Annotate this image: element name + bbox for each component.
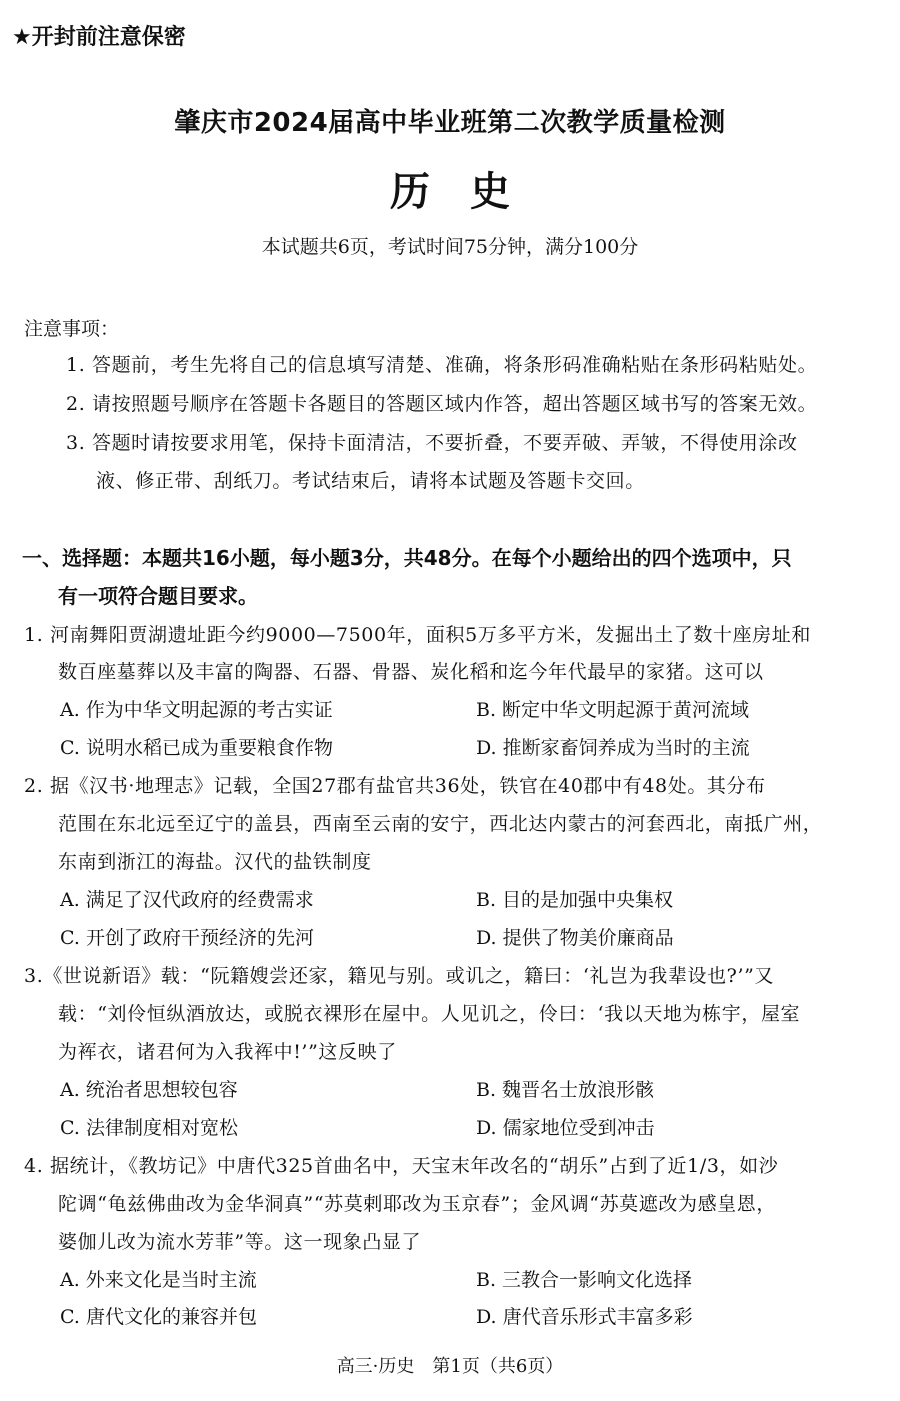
page-footer: 高三·历史 第1页（共6页） <box>336 1356 564 1377</box>
question-2-line-1: 2. 据《汉书·地理志》记载，全国27郡有盐官共36处，铁官在40郡中有48处。其分布 <box>24 775 766 797</box>
notice-item-3: 3. 答题时请按要求用笔，保持卡面清洁，不要折叠，不要弄破、弄皱，不得使用涂改 <box>66 432 798 454</box>
question-1-option-c[interactable]: C. 说明水稻已成为重要粮食作物 <box>60 737 333 759</box>
question-4-option-a[interactable]: A. 外来文化是当时主流 <box>60 1269 257 1291</box>
question-1-line-1: 1. 河南舞阳贾湖遗址距今约9000—7500年，面积5万多平方米，发掘出土了数十座房址和 <box>24 624 811 646</box>
question-1-option-b[interactable]: B. 断定中华文明起源于黄河流域 <box>476 699 750 721</box>
question-4-option-b[interactable]: B. 三教合一影响文化选择 <box>476 1269 693 1291</box>
question-3-line-1: 3.《世说新语》载：“阮籍嫂尝还家，籍见与别。或讥之，籍曰：‘礼岂为我辈设也?’”又 <box>24 965 775 987</box>
question-2-option-a[interactable]: A. 满足了汉代政府的经费需求 <box>60 889 314 911</box>
notice-heading: 注意事项： <box>24 318 120 340</box>
subject-char-1: 历 <box>390 168 430 215</box>
question-3-option-b[interactable]: B. 魏晋名士放浪形骸 <box>476 1079 655 1101</box>
question-2-line-3: 东南到浙江的海盐。汉代的盐铁制度 <box>58 851 372 873</box>
question-1-line-2: 数百座墓葬以及丰富的陶器、石器、骨器、炭化稻和迄今年代最早的家猪。这可以 <box>58 661 764 683</box>
question-3-line-3: 为裈衣，诸君何为入我裈中!’”这反映了 <box>58 1041 397 1063</box>
subject-char-2: 史 <box>470 168 510 215</box>
question-3-option-c[interactable]: C. 法律制度相对宽松 <box>60 1117 238 1139</box>
confidential-notice: ★开封前注意保密 <box>12 25 186 50</box>
question-4-option-c[interactable]: C. 唐代文化的兼容并包 <box>60 1306 257 1328</box>
question-4-option-d[interactable]: D. 唐代音乐形式丰富多彩 <box>476 1306 693 1328</box>
question-1-option-a[interactable]: A. 作为中华文明起源的考古实证 <box>60 699 333 721</box>
notice-item-2: 2. 请按照题号顺序在答题卡各题目的答题区域内作答，超出答题区域书写的答案无效。 <box>66 393 818 415</box>
section-heading: 一、选择题：本题共16小题，每小题3分，共48分。在每个小题给出的四个选项中，只 <box>22 546 792 570</box>
question-4-line-3: 婆伽儿改为流水芳菲”等。这一现象凸显了 <box>58 1231 422 1253</box>
question-3-line-2: 载：“刘伶恒纵酒放达，或脱衣裸形在屋中。人见讥之，伶曰：‘我以天地为栋宇，屋室 <box>58 1003 801 1025</box>
question-3-option-d[interactable]: D. 儒家地位受到冲击 <box>476 1117 655 1139</box>
exam-info: 本试题共6页，考试时间75分钟，满分100分 <box>261 236 639 258</box>
question-2-option-c[interactable]: C. 开创了政府干预经济的先河 <box>60 927 314 949</box>
notice-item-1: 1. 答题前，考生先将自己的信息填写清楚、准确，将条形码准确粘贴在条形码粘贴处。 <box>66 354 818 376</box>
question-3-option-a[interactable]: A. 统治者思想较包容 <box>60 1079 238 1101</box>
section-heading-cont: 有一项符合题目要求。 <box>58 584 258 608</box>
question-4-line-1: 4. 据统计，《教坊记》中唐代325首曲名中，天宝末年改名的“胡乐”占到了近1/3，如沙 <box>24 1155 779 1177</box>
question-4-line-2: 陀调“龟兹佛曲改为金华洞真”“苏莫剌耶改为玉京春”；金风调“苏莫遮改为感皇恩， <box>58 1193 776 1215</box>
exam-title: 肇庆市2024届高中毕业班第二次教学质量检测 <box>174 108 726 138</box>
question-2-option-b[interactable]: B. 目的是加强中央集权 <box>476 889 674 911</box>
question-1-option-d[interactable]: D. 推断家畜饲养成为当时的主流 <box>476 737 750 759</box>
subject-title <box>0 160 900 217</box>
notice-item-3-cont: 液、修正带、刮纸刀。考试结束后，请将本试题及答题卡交回。 <box>96 470 645 492</box>
question-2-option-d[interactable]: D. 提供了物美价廉商品 <box>476 927 674 949</box>
question-2-line-2: 范围在东北远至辽宁的盖县，西南至云南的安宁，西北达内蒙古的河套西北，南抵广州， <box>58 813 823 835</box>
